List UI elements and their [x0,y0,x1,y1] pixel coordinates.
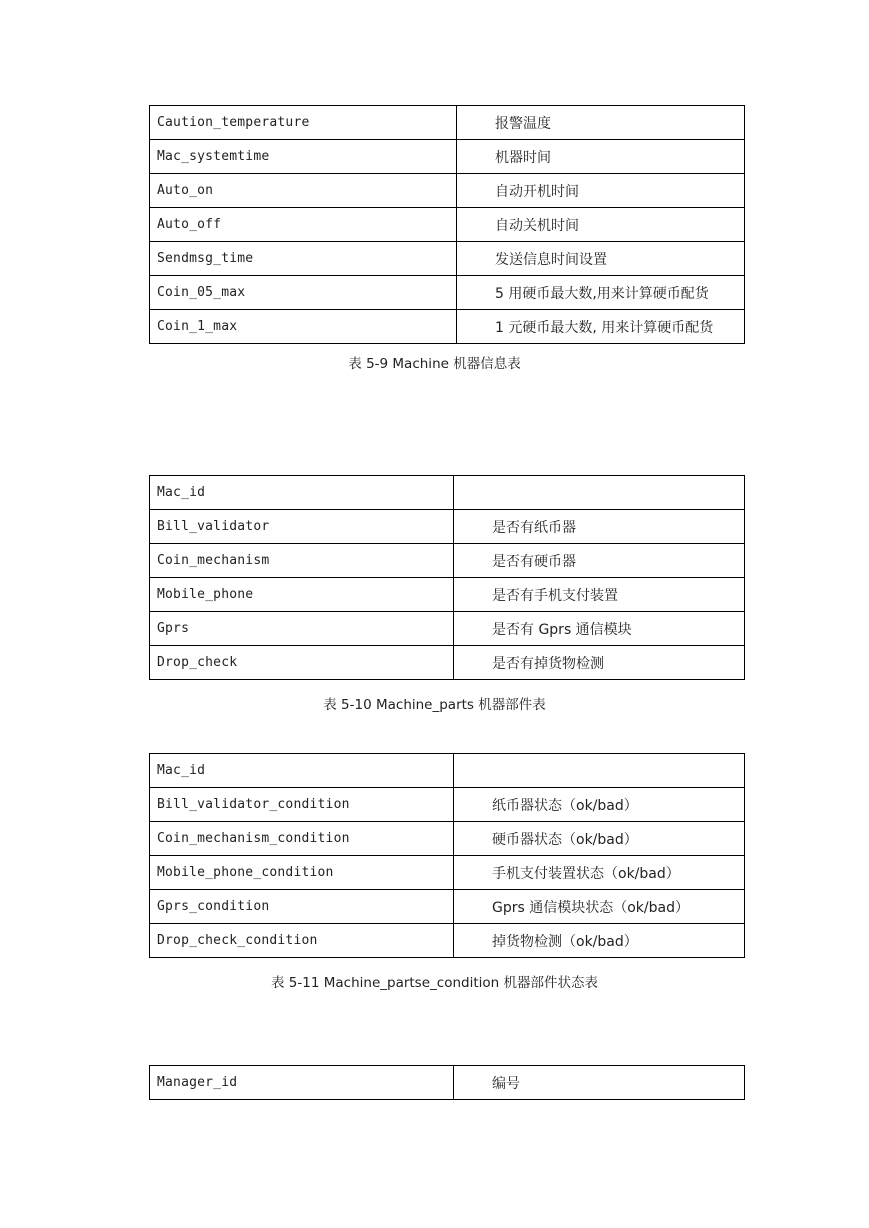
field-description [454,754,745,788]
table-row [150,612,745,646]
field-name: Auto_on [150,174,457,208]
field-description: 1 元硬币最大数, 用来计算硬币配货 [457,310,745,344]
table-row [150,924,745,958]
table-row [150,788,745,822]
table-row [150,174,745,208]
field-description: 自动关机时间 [457,208,745,242]
field-description: 纸币器状态（ok/bad） [454,788,745,822]
field-name: Gprs [150,612,454,646]
field-name: Mobile_phone [150,578,454,612]
field-description: 是否有硬币器 [454,544,745,578]
table-row [150,754,745,788]
table-row [150,646,745,680]
field-description: 掉货物检测（ok/bad） [454,924,745,958]
field-name: Coin_1_max [150,310,457,344]
field-description: 是否有纸币器 [454,510,745,544]
field-description: 硬币器状态（ok/bad） [454,822,745,856]
table-row [150,1066,745,1100]
field-description: 是否有掉货物检测 [454,646,745,680]
field-description: 报警温度 [457,106,745,140]
table-row [150,510,745,544]
field-name: Gprs_condition [150,890,454,924]
field-name: Drop_check_condition [150,924,454,958]
table-row [150,578,745,612]
table-row [150,890,745,924]
field-description: 手机支付装置状态（ok/bad） [454,856,745,890]
field-name: Sendmsg_time [150,242,457,276]
field-name: Mac_id [150,476,454,510]
table-row [150,476,745,510]
table-row [150,106,745,140]
table-row [150,208,745,242]
table-row [150,140,745,174]
field-description: 发送信息时间设置 [457,242,745,276]
field-description: Gprs 通信模块状态（ok/bad） [454,890,745,924]
field-name: Coin_mechanism_condition [150,822,454,856]
field-name: Coin_05_max [150,276,457,310]
field-description: 是否有 Gprs 通信模块 [454,612,745,646]
machine-parts-table [149,475,745,680]
field-name: Bill_validator_condition [150,788,454,822]
field-name: Mac_id [150,754,454,788]
table-row [150,310,745,344]
table-row [150,856,745,890]
table-caption: 表 5-11 Machine_partse_condition 机器部件状态表 [271,975,598,991]
field-name: Drop_check [150,646,454,680]
table-caption: 表 5-9 Machine 机器信息表 [348,356,521,372]
machine-parts-condition-table [149,753,745,958]
table-row [150,242,745,276]
machine-info-table [149,105,745,344]
field-description: 编号 [454,1066,745,1100]
field-description: 机器时间 [457,140,745,174]
field-name: Mobile_phone_condition [150,856,454,890]
table-row [150,276,745,310]
field-name: Auto_off [150,208,457,242]
field-name: Coin_mechanism [150,544,454,578]
table-row [150,822,745,856]
table-row [150,544,745,578]
field-description: 是否有手机支付装置 [454,578,745,612]
field-name: Manager_id [150,1066,454,1100]
field-name: Mac_systemtime [150,140,457,174]
field-description: 5 用硬币最大数,用来计算硬币配货 [457,276,745,310]
field-description [454,476,745,510]
field-name: Caution_temperature [150,106,457,140]
field-name: Bill_validator [150,510,454,544]
manager-table [149,1065,745,1100]
field-description: 自动开机时间 [457,174,745,208]
table-caption: 表 5-10 Machine_parts 机器部件表 [323,697,546,713]
